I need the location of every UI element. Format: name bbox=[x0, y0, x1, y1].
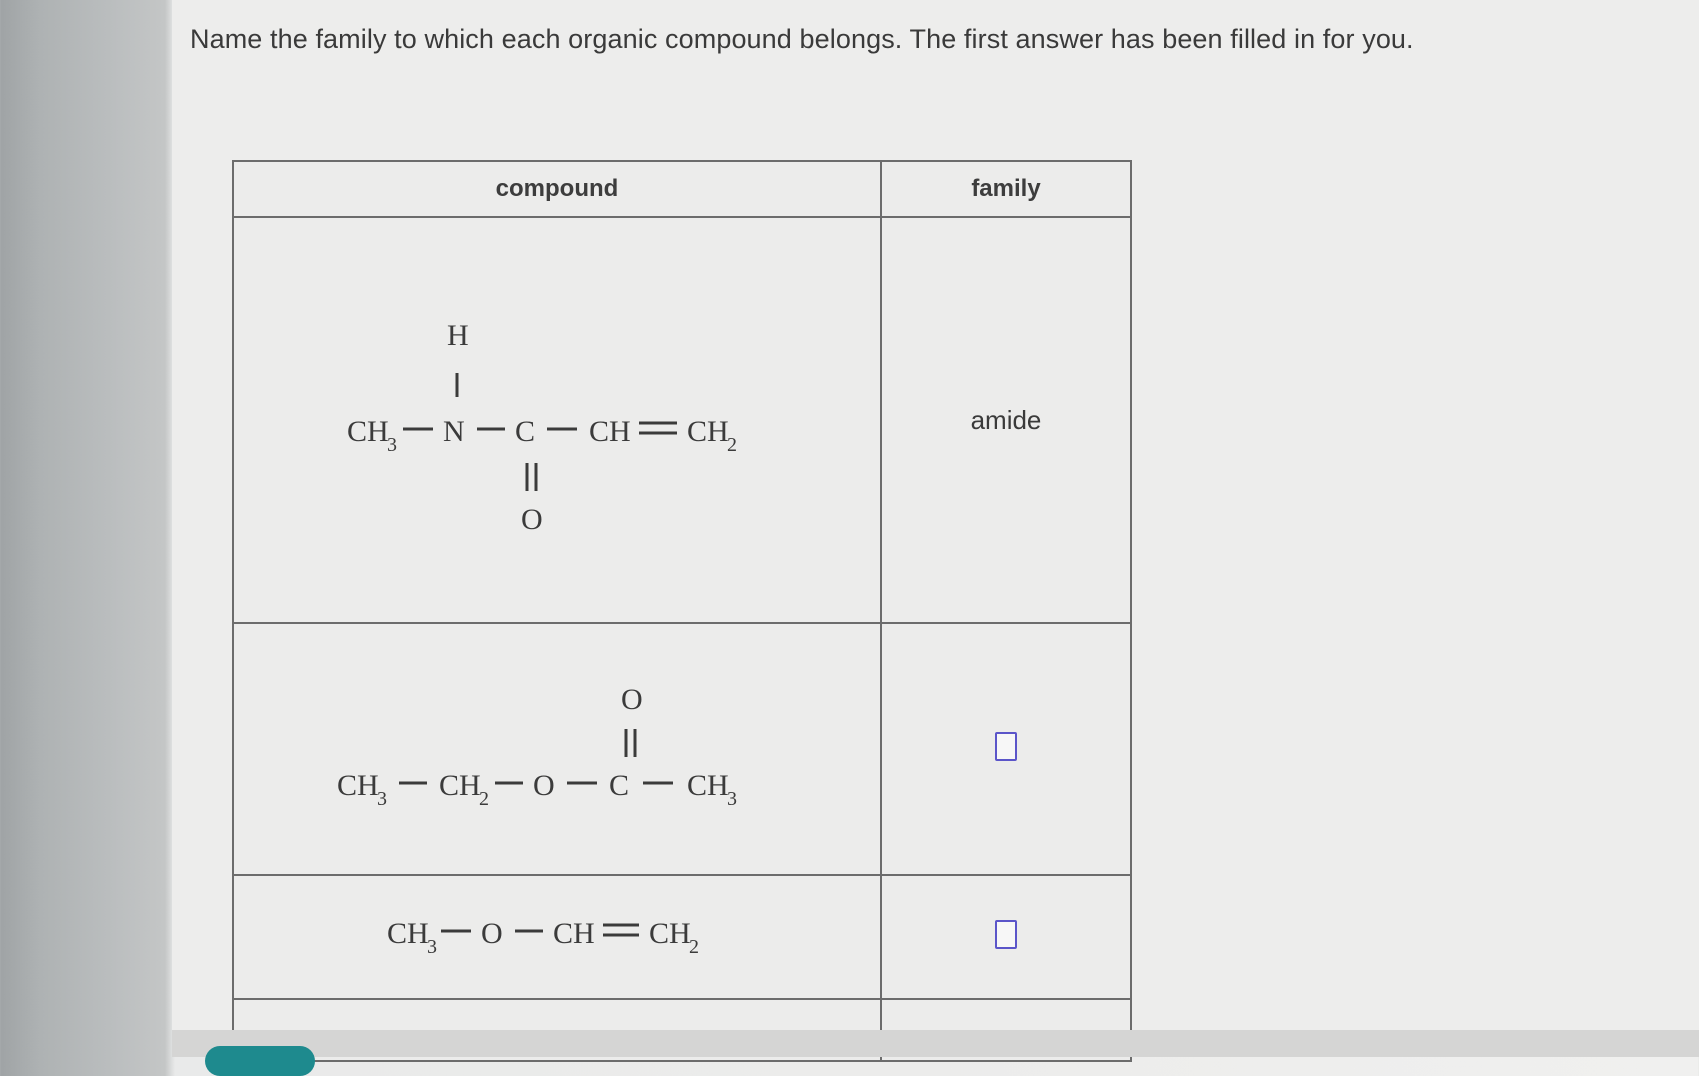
compound-cell-2 bbox=[233, 623, 881, 875]
atom-ch2-sub: 2 bbox=[727, 434, 737, 456]
table-row bbox=[233, 623, 1131, 875]
table-row bbox=[233, 217, 1131, 623]
atom-ch3: CH bbox=[387, 917, 429, 950]
check-button[interactable] bbox=[205, 1046, 315, 1076]
atom-h: H bbox=[447, 319, 469, 352]
atom-ch3-right-sub: 3 bbox=[727, 788, 737, 810]
family-cell-1 bbox=[881, 217, 1131, 623]
family-answer-input-3[interactable] bbox=[995, 920, 1017, 949]
atom-c: C bbox=[609, 769, 630, 802]
structure-ether bbox=[377, 907, 737, 967]
atom-ch2-sub: 2 bbox=[479, 788, 489, 810]
atom-ch3-left-sub: 3 bbox=[377, 788, 387, 810]
family-answer-amide: amide bbox=[970, 404, 1042, 435]
atom-ch3: CH bbox=[347, 415, 389, 448]
family-cell-3 bbox=[881, 875, 1131, 999]
table-header-row bbox=[233, 161, 1131, 217]
atom-ch3-left: CH bbox=[337, 769, 379, 802]
header-family: family bbox=[881, 161, 1131, 217]
structure-amide bbox=[327, 305, 787, 535]
header-compound: compound bbox=[233, 161, 881, 217]
family-cell-2 bbox=[881, 623, 1131, 875]
atom-o-ether: O bbox=[533, 769, 555, 802]
atom-ch2: CH bbox=[439, 769, 481, 802]
compound-cell-3 bbox=[233, 875, 881, 999]
compound-family-table bbox=[232, 160, 1132, 1062]
bottom-toolbar bbox=[172, 1030, 1699, 1057]
atom-ch2: CH bbox=[687, 415, 729, 448]
table-row bbox=[233, 875, 1131, 999]
atom-ch3-right: CH bbox=[687, 769, 729, 802]
atom-o: O bbox=[521, 503, 543, 535]
structure-ester bbox=[327, 679, 787, 819]
atom-o-carbonyl: O bbox=[621, 683, 643, 716]
atom-ch: CH bbox=[589, 415, 631, 448]
family-answer-input-2[interactable] bbox=[995, 732, 1017, 761]
atom-n: N bbox=[443, 415, 465, 448]
atom-ch2: CH bbox=[649, 917, 691, 950]
atom-ch3-sub: 3 bbox=[427, 936, 437, 958]
atom-ch: CH bbox=[553, 917, 595, 950]
question-text: Name the family to which each organic compound belongs. The first answer has been filled in for you. bbox=[190, 24, 1414, 54]
atom-o: O bbox=[481, 917, 503, 950]
compound-cell-1 bbox=[233, 217, 881, 623]
atom-ch3-sub: 3 bbox=[387, 434, 397, 456]
atom-c: C bbox=[515, 415, 536, 448]
atom-ch2-sub: 2 bbox=[689, 936, 699, 958]
